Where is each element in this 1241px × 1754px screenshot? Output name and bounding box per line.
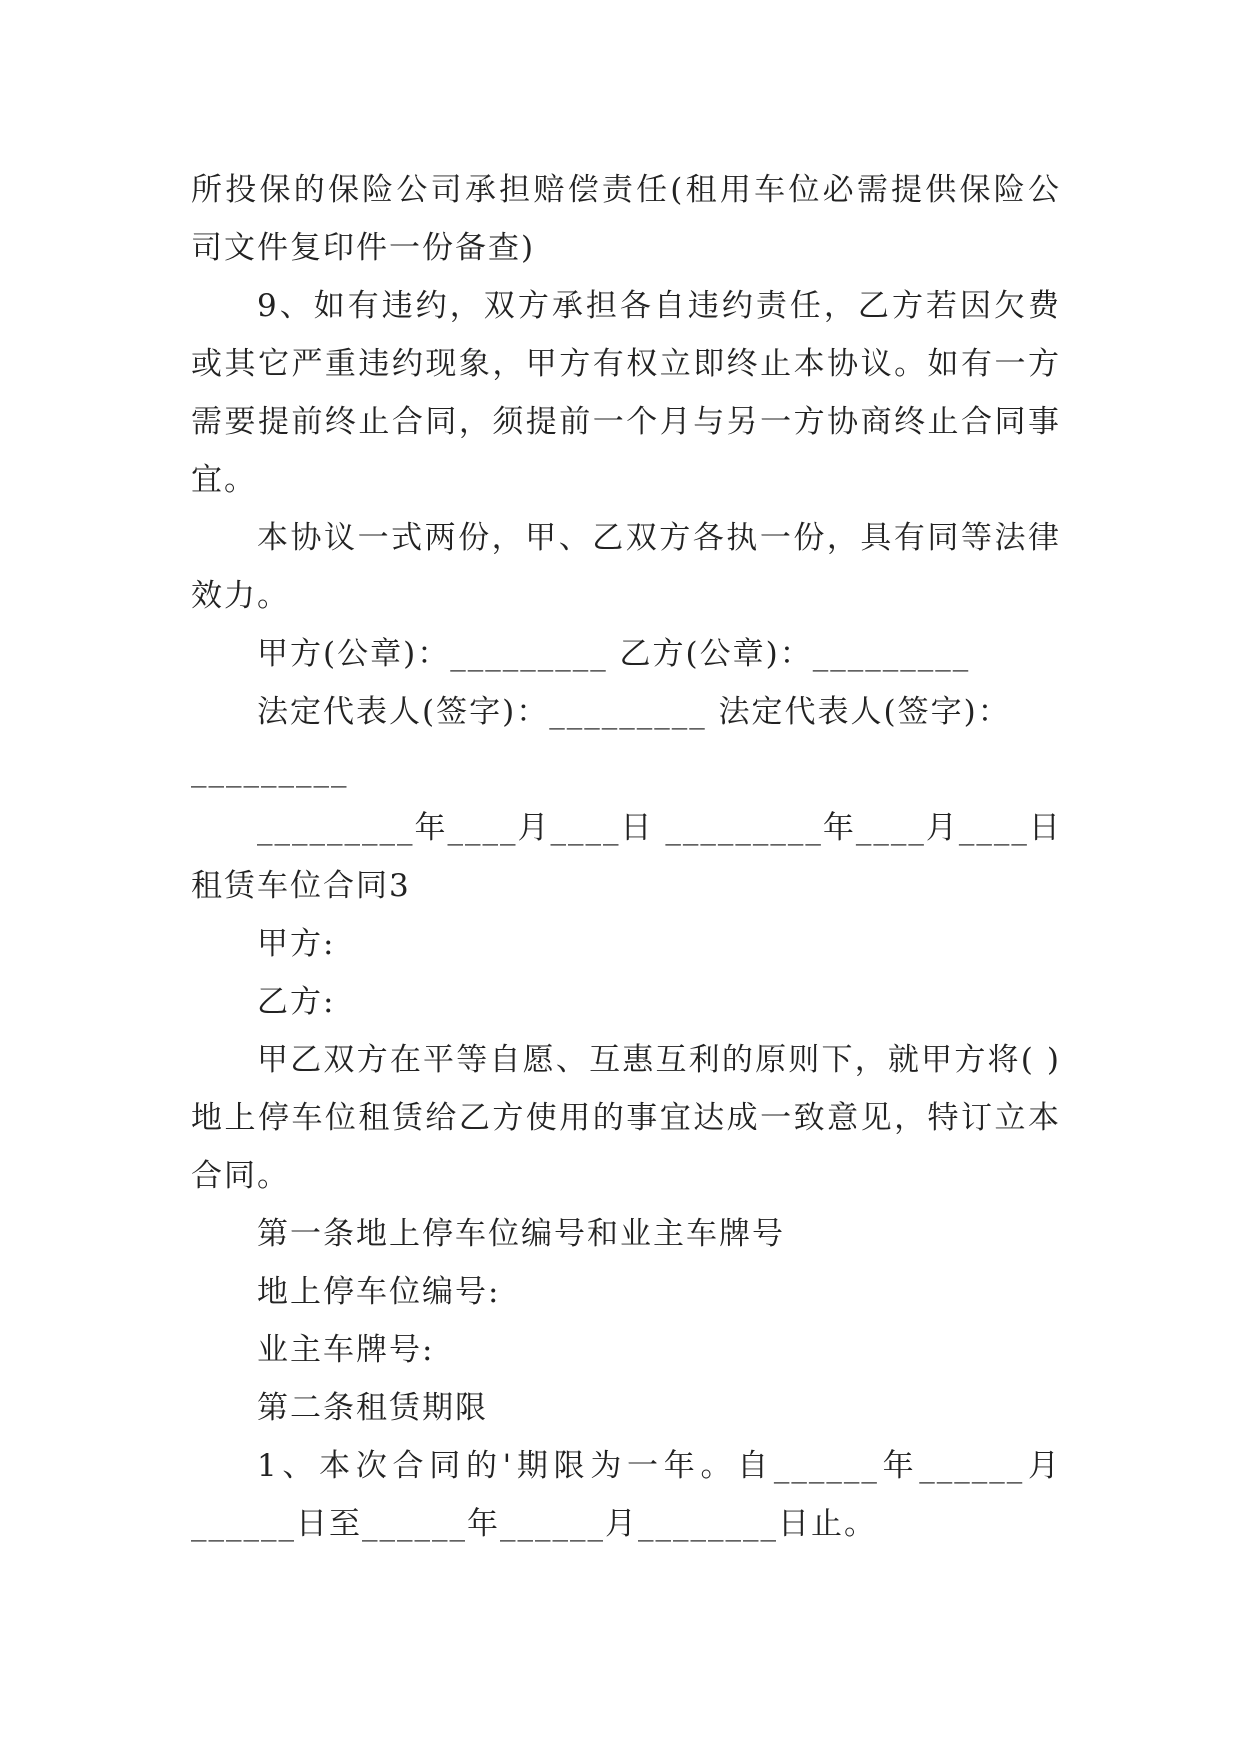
party-a-line: 甲方: (257, 926, 336, 962)
paragraph-copies: 本协议一式两份，甲、乙双方各执一份，具有同等法律效力。 (191, 520, 1061, 614)
contract-title: 租赁车位合同3 (191, 868, 411, 904)
article-1-plate-number: 业主车牌号: (257, 1332, 435, 1368)
paragraph-breach: 9、如有违约，双方承担各自违约责任，乙方若因欠费或其它严重违约现象，甲方有权立即终止本协议。如有一方需要提前终止合同，须提前一个月与另一方协商终止合同事宜。 (191, 288, 1061, 498)
signature-seal-line: 甲方(公章)：_________ 乙方(公章)：_________ (257, 636, 971, 672)
party-b-line: 乙方: (257, 984, 336, 1020)
signature-representative-blank: _________ (191, 752, 349, 788)
document-body (191, 161, 1061, 1553)
paragraph-intro: 甲乙双方在平等自愿、互惠互利的原则下，就甲方将( )地上停车位租赁给乙方使用的事宜达成一致意见，特订立本合同。 (191, 1042, 1061, 1194)
article-2-title: 第二条租赁期限 (257, 1390, 488, 1426)
article-2-item-1: 1、本次合同的'期限为一年。自______年______月______日至______年______月________日止。 (191, 1448, 1061, 1542)
signature-representative-line: 法定代表人(签字)：_________ 法定代表人(签字)： (257, 694, 1011, 730)
article-1-space-number: 地上停车位编号: (257, 1274, 501, 1310)
signature-date-line: _________年____月____日 _________年____月____日 (257, 810, 1062, 846)
paragraph-insurance: 所投保的保险公司承担赔偿责任(租用车位必需提供保险公司文件复印件一份备查) (191, 172, 1061, 266)
article-1-title: 第一条地上停车位编号和业主车牌号 (257, 1216, 785, 1252)
